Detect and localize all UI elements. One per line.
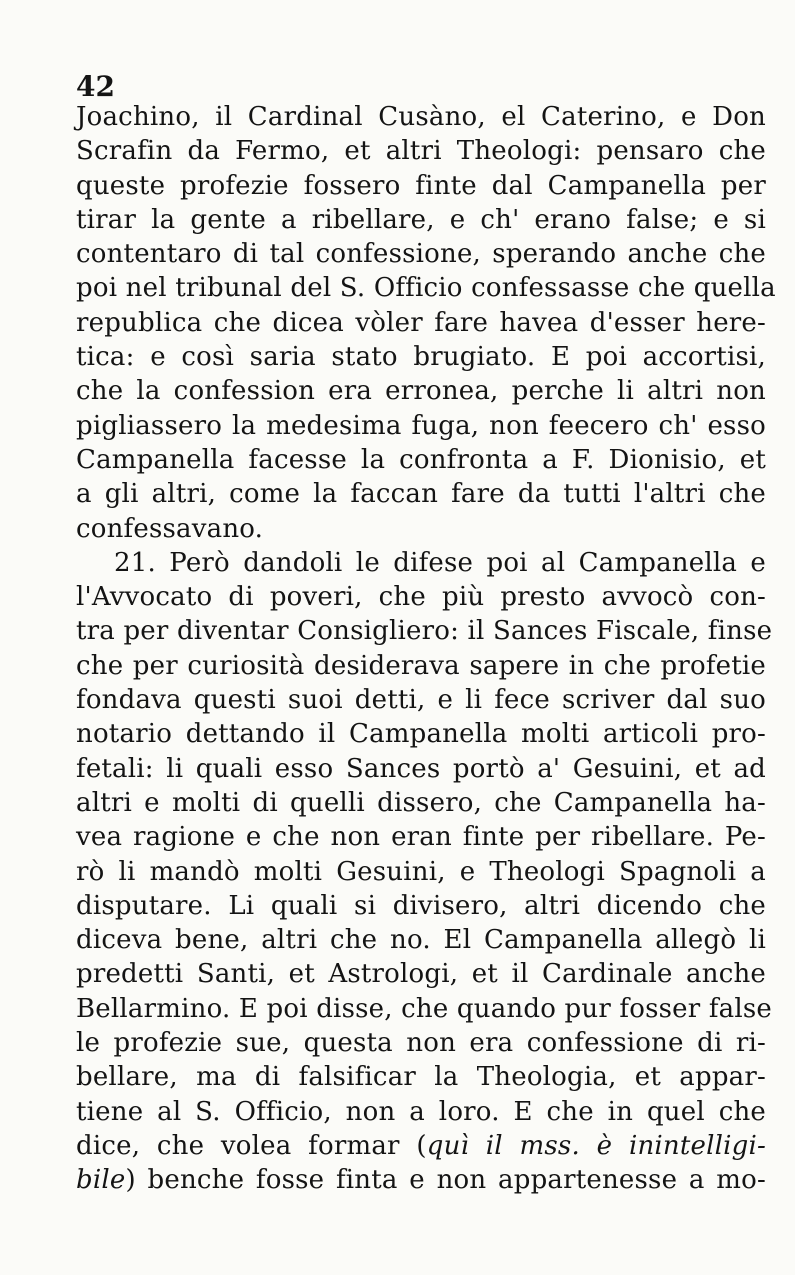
line-text: ) benche fosse finta e non appartenesse a mo- [125,1165,766,1196]
text-line: tica: e così saria stato brugiato. E poi accortisi, [76,342,766,373]
text-line: che la confession era erronea, perche li altri non [76,376,766,407]
italic-note: quì il mss. è inintelligi- [426,1130,766,1161]
text-line: Bellarmino. E poi disse, che quando pur fosser false [76,993,773,1024]
text-line: poi nel tribunal del S. Officio confessasse che quella [76,273,776,304]
text-line-with-italic [76,1129,766,1163]
line-text: dice, che volea formar ( [76,1130,427,1161]
text-line: rò li mandò molti Gesuini, e Theologi Spagnoli a [76,856,766,887]
text-line: notario dettando il Campanella molti articoli pro- [76,719,766,750]
text-line: disputare. Li quali si divisero, altri dicendo che [76,890,766,921]
text-line: che per curiosità desiderava sapere in che profetie [76,650,766,681]
body-text [76,100,776,1198]
italic-note: bile [76,1165,126,1196]
text-line: tra per diventar Consigliero: il Sances Fiscale, finse [76,616,773,647]
text-line: Campanella facesse la confronta a F. Dionisio, et [76,444,766,475]
text-line: a gli altri, come la faccan fare da tutti l'altri che [76,479,766,510]
text-line: contentaro di tal confessione, sperando anche che [76,239,766,270]
text-line: le profezie sue, questa non era confessione di ri- [76,1028,766,1059]
text-line: l'Avvocato di poveri, che più presto avvocò con- [76,582,766,613]
text-line: queste profezie fossero finte dal Campanella per [76,170,766,201]
text-line: Joachino, il Cardinal Cusàno, el Caterino, e Don [76,102,766,132]
text-line: tiene al S. Officio, non a loro. E che in quel che [76,1096,766,1127]
paragraph-start-line: 21. Però dandoli le difese poi al Campanella e [114,547,766,578]
text-line: republica che dicea vòler fare havea d'esser here- [76,307,766,338]
text-line: confessavano. [76,513,264,544]
text-line: altri e molti di quelli dissero, che Campanella ha- [76,787,766,818]
text-line: fondava questi suoi detti, e li fece scriver dal suo [76,685,766,716]
text-line: Scrafin da Fermo, et altri Theologi: pensaro che [76,136,766,167]
text-line: bellare, ma di falsificar la Theologia, et appar- [76,1062,766,1093]
text-line: predetti Santi, et Astrologi, et il Cardinale anche [76,959,766,990]
text-line: diceva bene, altri che no. El Campanella allegò li [76,925,766,956]
page-number: 42 [76,70,115,103]
text-line: fetali: li quali esso Sances portò a' Gesuini, et ad [76,753,766,784]
text-line-with-italic [76,1163,766,1197]
text-line: pigliassero la medesima fuga, non feecero ch' esso [76,410,766,441]
text-line: vea ragione e che non eran finte per ribellare. Pe- [76,822,766,853]
text-line: tirar la gente a ribellare, e ch' erano false; e si [76,204,766,235]
